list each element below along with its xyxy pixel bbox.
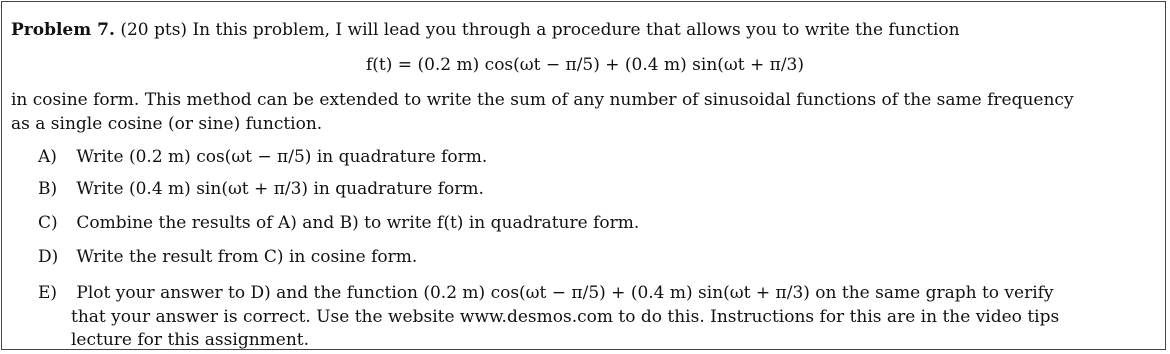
list-text-a: Write (0.2 m) cos(ωt − π/5) in quadrature form.: [76, 147, 488, 167]
list-label-b: B): [38, 179, 58, 199]
list-text-e-line-2: that your answer is correct. Use the website www.desmos.com to do this. Instructions for this are in the video tips: [71, 307, 1060, 327]
list-item-e: [38, 282, 1054, 304]
problem-formula: f(t) = (0.2 m) cos(ωt − π/5) + (0.4 m) sin(ωt + π/3): [366, 55, 804, 75]
list-text-e-line-3: lecture for this assignment.: [71, 330, 310, 350]
problem-intro-text: (20 pts) In this problem, I will lead you through a procedure that allows you to write the function: [120, 20, 960, 40]
list-text-c: Combine the results of A) and B) to write f(t) in quadrature form.: [76, 213, 640, 233]
list-text-d: Write the result from C) in cosine form.: [76, 247, 418, 267]
list-label-e: E): [38, 283, 58, 303]
list-label-c: C): [38, 213, 58, 233]
list-item-a: [38, 146, 487, 168]
problem-intro-line-2: as a single cosine (or sine) function.: [11, 114, 323, 134]
list-text-e-line-1: Plot your answer to D) and the function (0.2 m) cos(ωt − π/5) + (0.4 m) sin(ωt + π/3) on the same graph to verify: [76, 283, 1054, 303]
problem-header-line: [11, 19, 960, 41]
list-item-d: [38, 246, 417, 268]
problem-intro-line-1: in cosine form. This method can be extended to write the sum of any number of sinusoidal functions of the same frequency: [11, 90, 1074, 110]
problem-heading: Problem 7.: [11, 20, 115, 40]
list-label-a: A): [38, 147, 57, 167]
list-label-d: D): [38, 247, 59, 267]
list-item-b: [38, 178, 484, 200]
list-item-c: [38, 212, 639, 234]
list-text-b: Write (0.4 m) sin(ωt + π/3) in quadrature form.: [76, 179, 484, 199]
